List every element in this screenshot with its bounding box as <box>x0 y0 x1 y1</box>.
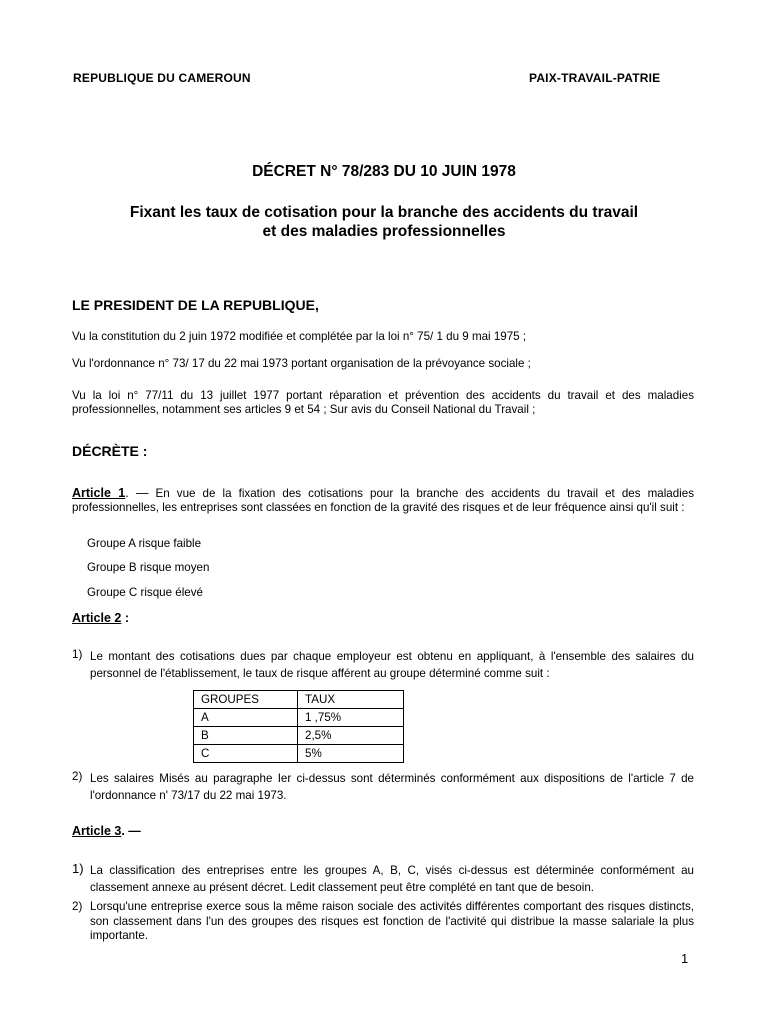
article-3-item-1: La classification des entreprises entre les groupes A, B, C, visés ci-dessus est déterminée conformément au classement annexe au présent décret. Ledit classement peut être complété en tant que de besoin. <box>90 864 694 894</box>
article-2-item-1: Le montant des cotisations dues par chaque employeur est obtenu en appliquant, à l'ensemble des salaires du personnel de l'établissement, le taux de risque afférent au groupe déterminé comme suit : <box>90 650 694 680</box>
table-cell-group: A <box>194 709 298 727</box>
article-3-item-2-number: 2) <box>72 900 83 913</box>
article-1-text: En vue de la fixation des cotisations pour la branche des accidents du travail et des maladies professionnelles, les entreprises sont classées en fonction de la gravité des risques et de leur fréquence ainsi qu'il suit : <box>72 487 694 514</box>
article-2-item-1-number: 1) <box>72 648 83 661</box>
article-3-label: Article 3 <box>72 824 122 838</box>
table-cell-rate: 2,5% <box>298 727 404 745</box>
article-2-label: Article 2 <box>72 611 122 625</box>
header-country: REPUBLIQUE DU CAMEROUN <box>73 71 251 85</box>
article-1 <box>72 486 694 515</box>
table-cell-rate: 1 ,75% <box>298 709 404 727</box>
article-2-heading <box>72 611 129 625</box>
table-header-row <box>194 691 404 709</box>
table-header-groupes: GROUPES <box>194 691 298 709</box>
table-cell-rate: 5% <box>298 745 404 763</box>
vu-ordonnance: Vu l'ordonnance n° 73/ 17 du 22 mai 1973 portant organisation de la prévoyance sociale ; <box>72 357 531 370</box>
table-row <box>194 727 404 745</box>
group-a: Groupe A risque faible <box>87 537 202 550</box>
article-2-item-2: Les salaires Misés au paragraphe Ier ci-dessus sont déterminés conformément aux dispositions de l'article 7 de l'ordonnance n' 73/17 du 22 mai 1973. <box>90 772 694 802</box>
president-heading: LE PRESIDENT DE LA REPUBLIQUE, <box>72 297 319 313</box>
table-row <box>194 709 404 727</box>
decree-title: DÉCRET N° 78/283 DU 10 JUIN 1978 <box>252 163 516 180</box>
header-motto: PAIX-TRAVAIL-PATRIE <box>529 71 661 85</box>
article-2-colon: : <box>121 611 129 625</box>
article-2-item-2-number: 2) <box>72 770 83 783</box>
article-3-item-2: Lorsqu'une entreprise exerce sous la même raison sociale des activités différentes comportant des risques distincts, son classement dans l'un des groupes des risques est fonction de l'activité qui distribue la masse salariale la plus importante. <box>90 900 694 942</box>
article-3-heading <box>72 824 141 838</box>
group-b: Groupe B risque moyen <box>87 561 210 574</box>
table-cell-group: C <box>194 745 298 763</box>
article-1-label: Article 1 <box>72 486 126 500</box>
article-3-dash: . — <box>121 824 141 838</box>
vu-loi: Vu la loi n° 77/11 du 13 juillet 1977 portant réparation et prévention des accidents du travail et des maladies professionnelles, notamment ses articles 9 et 54 ; Sur avis du Conseil National du Travail ; <box>72 389 694 416</box>
decree-subtitle <box>0 203 768 241</box>
table-row <box>194 745 404 763</box>
page-number: 1 <box>681 951 689 966</box>
table-header-taux: TAUX <box>298 691 404 709</box>
table-cell-group: B <box>194 727 298 745</box>
group-c: Groupe C risque élevé <box>87 586 203 599</box>
decree-subtitle-line1: Fixant les taux de cotisation pour la branche des accidents du travail <box>129 204 639 221</box>
vu-constitution: Vu la constitution du 2 juin 1972 modifiée et complétée par la loi n° 75/ 1 du 9 mai 1975 ; <box>72 330 527 343</box>
article-3-item-1-number: 1) <box>72 861 84 876</box>
article-1-dash: . — <box>125 486 149 500</box>
decrete-heading: DÉCRÈTE : <box>72 443 148 459</box>
rates-table <box>193 690 404 763</box>
decree-subtitle-line2: et des maladies professionnelles <box>262 223 506 240</box>
